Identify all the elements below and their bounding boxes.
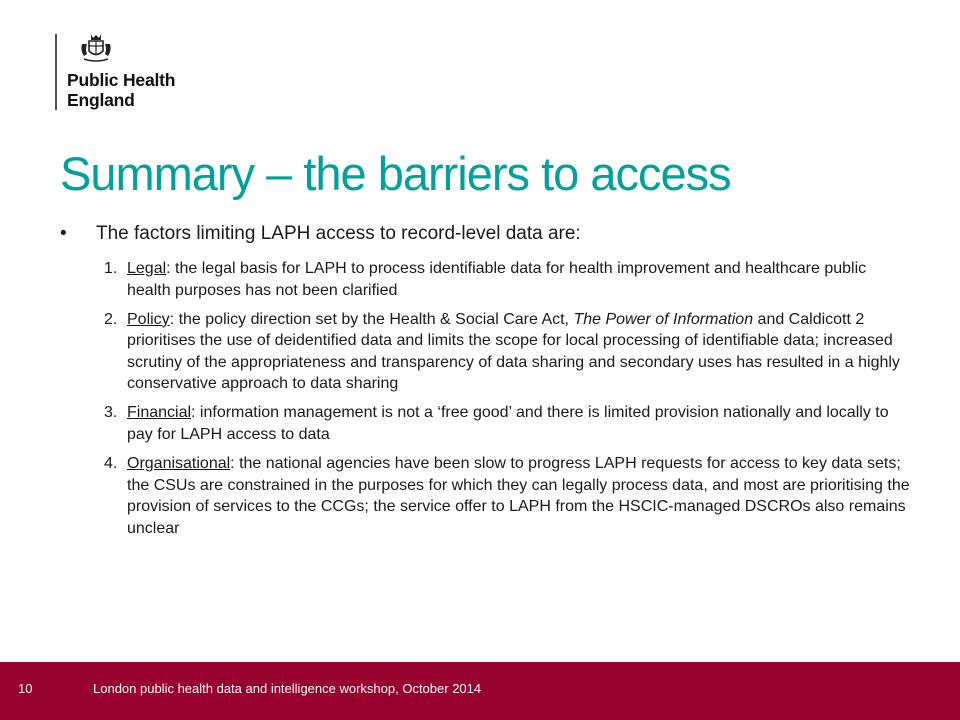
factor-item-financial — [104, 402, 914, 445]
factor-heading: Financial — [127, 404, 192, 422]
slide-title: Summary – the barriers to access — [60, 147, 731, 200]
factor-body: : the policy direction set by the Health & Social Care Act, — [169, 310, 574, 328]
logo-line-1: Public Health — [67, 70, 176, 90]
factor-body: : information management is not a ‘free good’ and there is limited provision nationally and locally to pay for LAPH access to data — [127, 404, 889, 443]
logo-wordmark — [67, 70, 175, 110]
logo-line-2: England — [67, 90, 135, 110]
factor-number: 1. — [104, 260, 118, 277]
factor-body: : the national agencies have been slow to progress LAPH requests for access to key data sets; the CSUs are constrained in the purposes for which they can legally process data, and most are prioritising the provision of services to the CCGs; the service offer to LAPH from the HSCIC-managed DSCROs also remains unclear — [127, 454, 910, 537]
factor-heading: Organisational — [127, 454, 231, 472]
factor-item-legal — [104, 258, 914, 301]
factor-number: 3. — [104, 404, 118, 422]
factor-body-continued: and Caldicott 2 prioritises the use of deidentified data and limits the scope for local processing of identifiable data; increased scrutiny of the appropriateness and transparency of data sharing and secondary uses has resulted in a highly conservative approach to data sharing — [127, 310, 900, 393]
bullet-icon: • — [60, 223, 67, 244]
factor-number: 2. — [104, 310, 118, 328]
page-number: 10 — [18, 681, 33, 696]
factor-body: : the legal basis for LAPH to process identifiable data for health improvement and healthcare public health purposes has not been clarified — [127, 260, 867, 299]
factor-heading: Legal — [127, 260, 167, 277]
footer-bar — [0, 662, 960, 720]
royal-crest-icon — [79, 32, 113, 64]
logo-divider — [55, 34, 57, 110]
factors-list — [104, 258, 914, 547]
intro-text: The factors limiting LAPH access to record-level data are: — [96, 223, 581, 244]
factor-number: 4. — [104, 454, 118, 472]
publication-title: The Power of Information — [573, 310, 754, 328]
footer-event-text: London public health data and intelligence workshop, October 2014 — [93, 681, 482, 696]
factor-item-organisational — [104, 453, 914, 539]
factor-heading: Policy — [127, 310, 170, 328]
factor-item-policy — [104, 309, 914, 395]
phe-logo — [55, 32, 195, 122]
